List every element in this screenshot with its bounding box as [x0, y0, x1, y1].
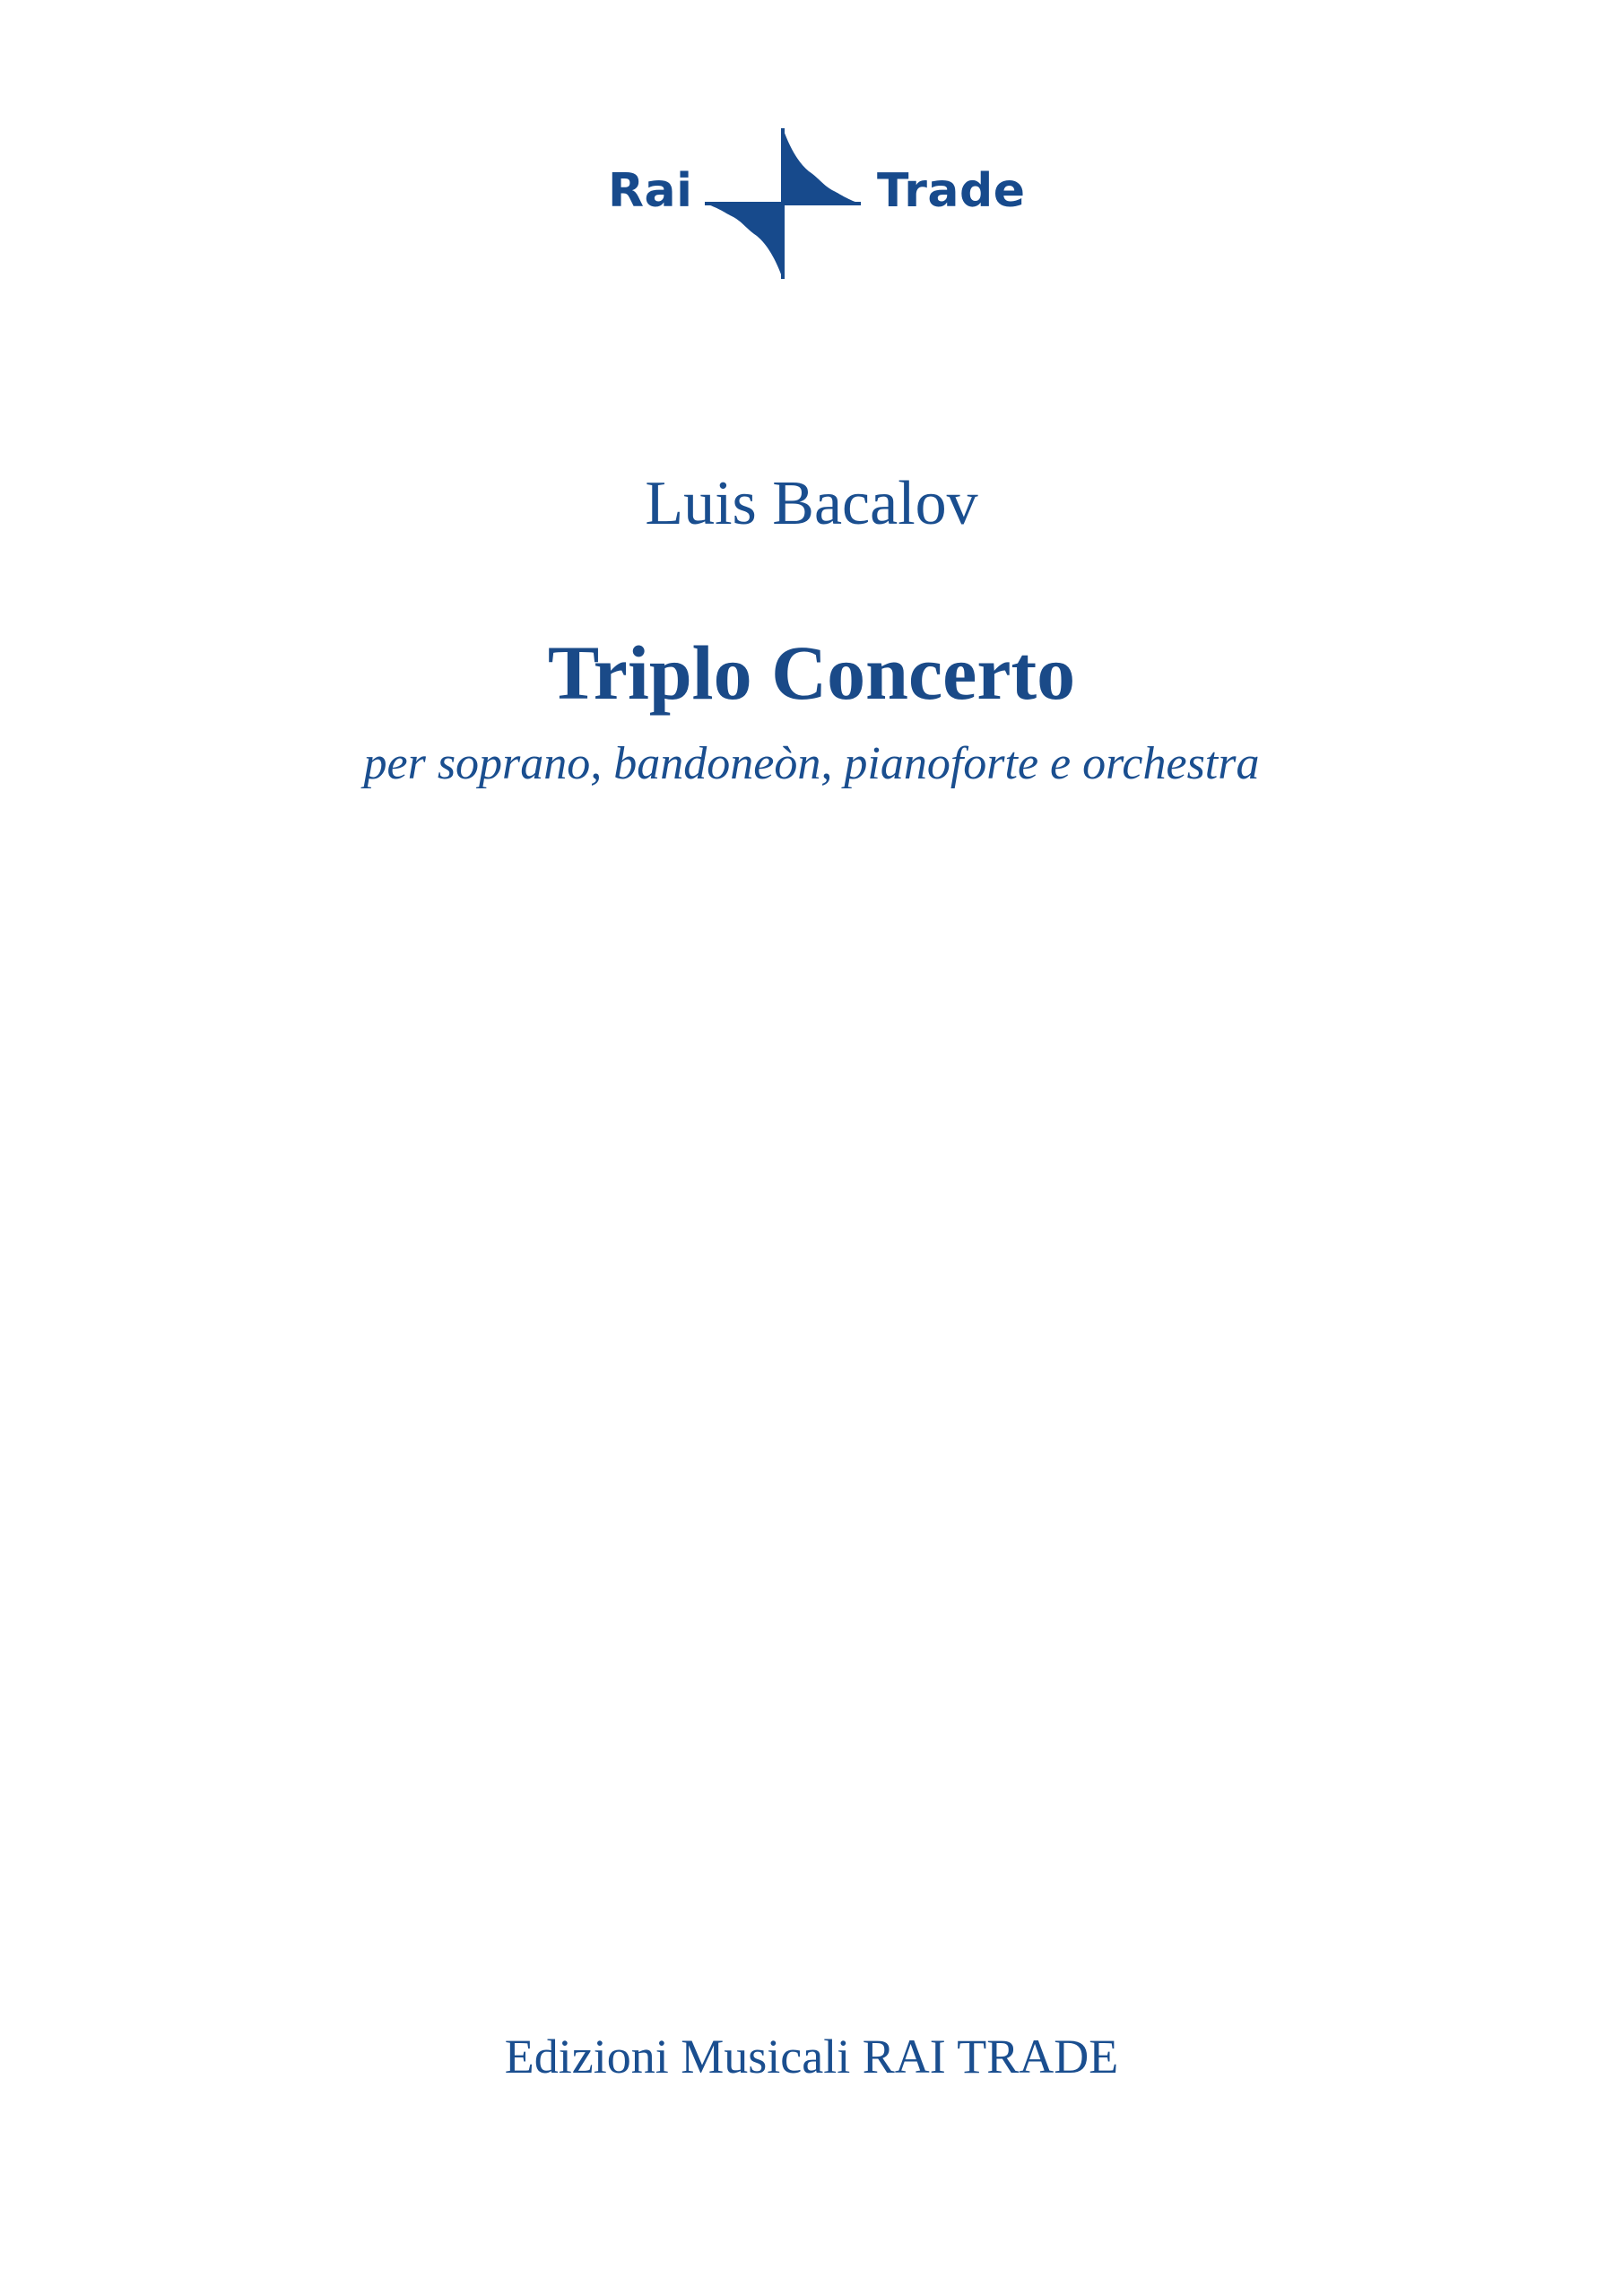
work-title: Triplo Concerto [547, 630, 1076, 716]
logo-word-trade: Trade [877, 164, 1026, 218]
rai-trade-butterfly-mark-icon [698, 121, 868, 283]
work-subtitle: per soprano, bandoneòn, pianoforte e orchestra [363, 738, 1260, 789]
rai-trade-logo [601, 121, 1031, 283]
publisher-name: Edizioni Musicali RAI TRADE [504, 2030, 1119, 2083]
composer-name: Luis Bacalov [645, 469, 978, 538]
logo-word-rai: Rai [608, 164, 693, 218]
